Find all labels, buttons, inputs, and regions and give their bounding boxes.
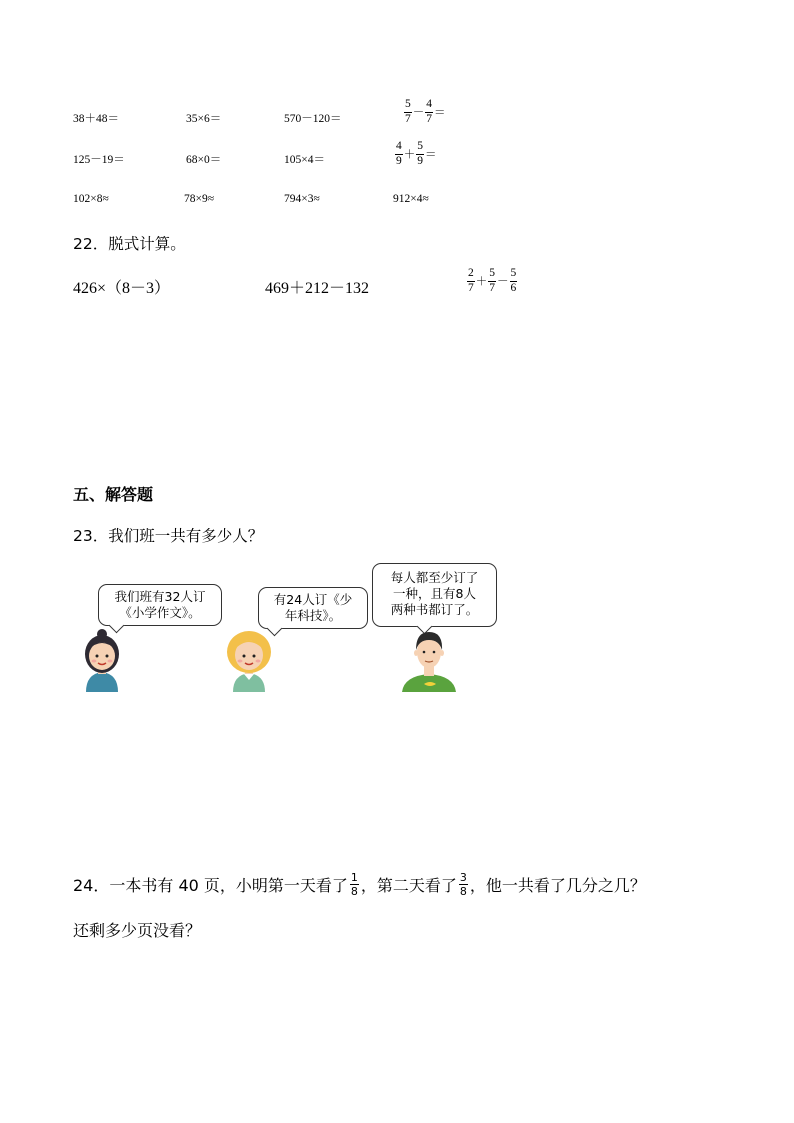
- question-24-line-2: 还剩多少页没看？: [73, 921, 202, 940]
- oral-item: 78×9≈: [184, 193, 215, 205]
- denominator: 7: [426, 112, 432, 125]
- oral-item: 38＋48＝: [73, 113, 119, 125]
- equals-sign: ＝: [425, 149, 437, 161]
- speech-bubble-boy: [372, 563, 497, 627]
- numerator: 5: [510, 268, 518, 282]
- oral-item: 794×3≈: [284, 193, 320, 205]
- expression-3: [467, 268, 517, 294]
- bubble-text: 我们班有32人订《小学作文》。: [114, 589, 206, 620]
- denominator: 8: [350, 885, 358, 898]
- question-22-title: 22．脱式计算。: [73, 235, 186, 253]
- fraction-expression: [395, 141, 438, 167]
- question-24-text: ，第二天看了: [360, 876, 457, 895]
- operator: ＋: [403, 149, 416, 161]
- operator: ＋: [475, 276, 488, 288]
- question-23-title: 23．我们班一共有多少人？: [73, 527, 264, 545]
- fraction-one-eighth: [350, 872, 359, 897]
- numerator: 4: [395, 141, 403, 155]
- oral-item: 105×4＝: [284, 154, 325, 166]
- numerator: 2: [467, 268, 475, 282]
- question-24-text: ，他一共看了几分之几？: [469, 876, 646, 895]
- numerator: 3: [459, 871, 467, 884]
- oral-item: 125－19＝: [73, 154, 125, 166]
- expression-2: 469＋212－132: [265, 280, 370, 297]
- oral-item: 102×8≈: [73, 193, 109, 205]
- equals-sign: ＝: [434, 107, 446, 119]
- denominator: 6: [510, 281, 517, 294]
- denominator: 7: [468, 281, 474, 294]
- oral-item: 912×4≈: [393, 193, 429, 205]
- speech-bubble-girl-2: [258, 587, 368, 629]
- oral-item: 570－120＝: [284, 113, 342, 125]
- oral-item: 35×6＝: [186, 113, 222, 125]
- question-24-text: 24．一本书有 40 页，小明第一天看了: [73, 876, 348, 895]
- boy-avatar: [402, 628, 456, 692]
- numerator: 5: [404, 99, 412, 113]
- girl-dark-hair-avatar: [80, 628, 124, 692]
- denominator: 7: [489, 281, 495, 294]
- denominator: 8: [459, 885, 467, 898]
- operator: －: [497, 276, 509, 288]
- girl-blonde-hair-avatar: [224, 628, 274, 692]
- denominator: 7: [405, 112, 411, 125]
- oral-item: 68×0＝: [186, 154, 222, 166]
- numerator: 5: [416, 141, 424, 155]
- denominator: 9: [396, 154, 402, 167]
- fraction-expression: [404, 99, 447, 125]
- bubble-text: 有24人订《少年科技》。: [273, 592, 353, 623]
- numerator: 4: [425, 99, 433, 113]
- section-title: 五、解答题: [73, 485, 154, 504]
- denominator: 9: [417, 154, 423, 167]
- question-24: [73, 872, 646, 897]
- numerator: 5: [488, 268, 496, 282]
- bubble-text: 每人都至少订了一种，且有8人两种书都订了。: [390, 570, 479, 617]
- fraction-three-eighths: [459, 872, 468, 897]
- numerator: 1: [350, 871, 358, 884]
- operator: －: [412, 107, 425, 119]
- expression-1: 426×（8－3）: [73, 280, 171, 297]
- speech-bubble-girl-1: [98, 584, 222, 626]
